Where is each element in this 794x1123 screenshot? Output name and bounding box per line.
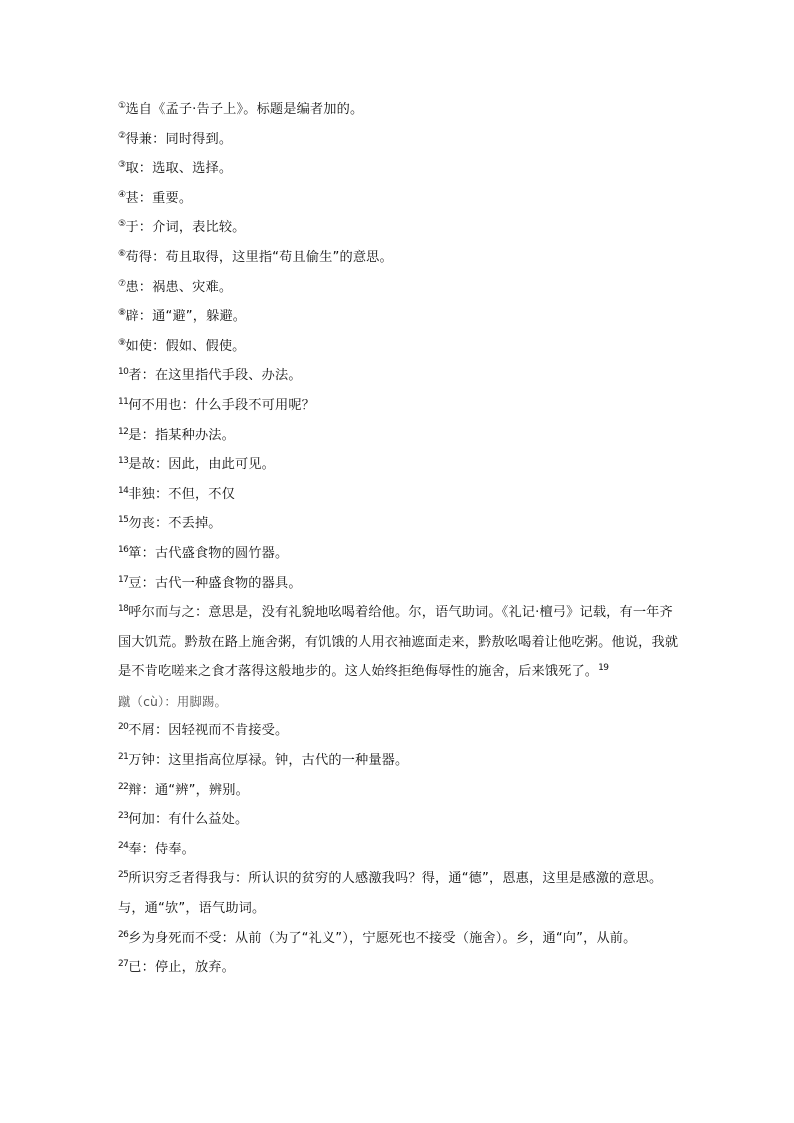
note-text: 辩：通“辨”，辨别。 xyxy=(128,782,249,798)
note-number: 12 xyxy=(118,426,129,437)
note-text: 于：介词，表比较。 xyxy=(125,220,246,236)
note-24 xyxy=(118,835,680,865)
note-number: 23 xyxy=(118,811,129,822)
note-text: 辟：通“避”，躲避。 xyxy=(125,309,247,325)
note-text: 得兼：同时得到。 xyxy=(125,131,233,147)
note-7 xyxy=(118,273,680,303)
note-number: 22 xyxy=(118,781,129,792)
note-text: 甚：重要。 xyxy=(125,190,193,206)
note-number: 20 xyxy=(118,722,129,733)
note-number: ③ xyxy=(118,160,126,171)
note-20 xyxy=(118,716,680,746)
note-text: 非独：不但，不仅 xyxy=(128,486,235,502)
note-number: ⑧ xyxy=(118,308,126,319)
note-17 xyxy=(118,569,680,599)
note-6 xyxy=(118,243,680,273)
note-11 xyxy=(118,391,680,421)
note-number: ② xyxy=(118,130,126,141)
note-number: ⑥ xyxy=(118,248,126,259)
note-text: 取：选取、选择。 xyxy=(125,161,233,177)
note-text: 是：指某种办法。 xyxy=(128,427,235,443)
note-19 xyxy=(118,687,680,717)
note-text: 何不用也：什么手段不可用呢？ xyxy=(128,397,315,413)
note-number: 17 xyxy=(118,574,129,585)
note-text: 勿丧：不丢掉。 xyxy=(128,516,222,532)
note-number: 25 xyxy=(118,870,129,881)
note-text: 苟得：苟且取得，这里指“苟且偷生”的意思。 xyxy=(125,249,393,265)
note-number: 11 xyxy=(118,396,129,407)
note-8 xyxy=(118,302,680,332)
note-number: 13 xyxy=(118,456,129,467)
note-text: 万钟：这里指高位厚禄。钟，古代的一种量器。 xyxy=(128,753,409,769)
note-number: 15 xyxy=(118,515,129,526)
note-22 xyxy=(118,776,680,806)
note-23 xyxy=(118,805,680,835)
note-text: 奉：侍奉。 xyxy=(128,841,195,857)
note-number: 16 xyxy=(118,544,129,555)
note-4 xyxy=(118,184,680,214)
note-2 xyxy=(118,125,680,155)
note-text: 是故：因此，由此可见。 xyxy=(128,457,275,473)
note-number: ⑨ xyxy=(118,337,126,348)
note-25 xyxy=(118,864,680,923)
note-number: 21 xyxy=(118,752,129,763)
note-text: 已：停止，放弃。 xyxy=(128,960,235,976)
note-16 xyxy=(118,539,680,569)
note-number: 27 xyxy=(118,959,129,970)
note-number: ⑦ xyxy=(118,278,126,289)
note-number: 18 xyxy=(118,604,129,615)
note-18 xyxy=(118,598,680,687)
note-number: 14 xyxy=(118,485,129,496)
note-number: 26 xyxy=(118,929,129,940)
note-3 xyxy=(118,154,680,184)
note-15 xyxy=(118,509,680,539)
note-text: 箪：古代盛食物的圆竹器。 xyxy=(128,545,289,561)
note-text: 不屑：因轻视而不肯接受。 xyxy=(128,723,289,739)
note-number: ④ xyxy=(118,189,126,200)
note-1 xyxy=(118,95,680,125)
note-text: 豆：古代一种盛食物的器具。 xyxy=(128,575,302,591)
annotation-list xyxy=(118,95,680,983)
note-text: 所识穷乏者得我与：所认识的贫穷的人感激我吗？得，通“德”，恩惠，这里是感激的意思。与，通“欤”，语气助词。 xyxy=(118,871,663,917)
note-number: ① xyxy=(118,101,126,111)
note-number: 10 xyxy=(118,367,129,378)
note-12 xyxy=(118,421,680,451)
note-number: ⑤ xyxy=(118,219,126,230)
note-27 xyxy=(118,953,680,983)
note-text: 乡为身死而不受：从前（为了“礼义”），宁愿死也不接受（施舍）。乡，通“向”，从前。 xyxy=(128,930,637,946)
note-13 xyxy=(118,450,680,480)
note-text: 患：祸患、灾难。 xyxy=(125,279,233,295)
note-text: 蹴（cù）：用脚踢。 xyxy=(118,693,228,709)
note-text: 何加：有什么益处。 xyxy=(128,812,249,828)
note-21 xyxy=(118,746,680,776)
note-5 xyxy=(118,213,680,243)
note-text: 如使：假如、假使。 xyxy=(125,338,246,354)
note-9 xyxy=(118,332,680,362)
note-number-inline: 19 xyxy=(598,663,609,674)
note-number: 24 xyxy=(118,840,129,851)
note-text: 呼尔而与之：意思是，没有礼貌地吆喝着给他。尔，语气助词。《礼记·檀弓》记载，有一年齐国大饥荒。黔敖在路上施舍粥，有饥饿的人用衣袖遮面走来，黔敖吆喝着让他吃粥。他说，我就是不肯吃嗟来之食才落得这般地步的。这人始终拒绝侮辱性的施舍，后来饿死了。 xyxy=(118,605,679,680)
note-26 xyxy=(118,924,680,954)
note-text: 选自《孟子·告子上》。标题是编者加的。 xyxy=(125,102,364,117)
note-14 xyxy=(118,480,680,510)
note-text: 者：在这里指代手段、办法。 xyxy=(128,368,302,384)
note-10 xyxy=(118,361,680,391)
